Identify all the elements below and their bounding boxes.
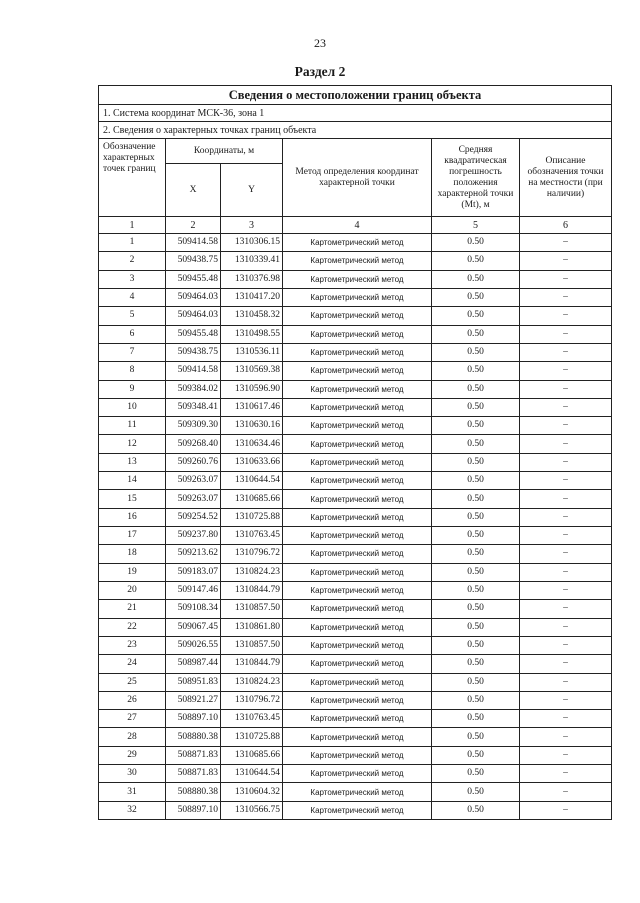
coordinate-x: 509147.46: [166, 581, 221, 599]
point-number: 14: [99, 472, 166, 490]
description-cell: –: [520, 728, 612, 746]
coordinate-y: 1310604.32: [221, 783, 283, 801]
header-description: Описание обозначения точки на местности (при наличии): [520, 139, 612, 217]
table-row: [99, 765, 612, 783]
method-cell: Картометрический метод: [283, 618, 432, 636]
table-row: [99, 343, 612, 361]
error-cell: 0.50: [432, 801, 520, 819]
error-cell: 0.50: [432, 380, 520, 398]
method-cell: Картометрический метод: [283, 288, 432, 306]
error-cell: 0.50: [432, 691, 520, 709]
point-number: 8: [99, 362, 166, 380]
header-coordinates: Координаты, м: [166, 139, 283, 164]
error-cell: 0.50: [432, 765, 520, 783]
coordinate-y: 1310306.15: [221, 234, 283, 252]
description-cell: –: [520, 710, 612, 728]
error-cell: 0.50: [432, 270, 520, 288]
coordinate-x: 508871.83: [166, 765, 221, 783]
coordinate-system-line: 1. Система координат МСК-36, зона 1: [99, 105, 612, 122]
error-cell: 0.50: [432, 655, 520, 673]
coordinate-x: 509108.34: [166, 600, 221, 618]
method-cell: Картометрический метод: [283, 435, 432, 453]
error-cell: 0.50: [432, 636, 520, 654]
table-row: [99, 417, 612, 435]
point-number: 29: [99, 746, 166, 764]
points-info-line: 2. Сведения о характерных точках границ объекта: [99, 122, 612, 139]
error-cell: 0.50: [432, 728, 520, 746]
table-row: [99, 746, 612, 764]
table-row: [99, 380, 612, 398]
table-row: [99, 673, 612, 691]
table-row: [99, 545, 612, 563]
table-row: [99, 435, 612, 453]
coordinate-y: 1310857.50: [221, 636, 283, 654]
header-error: Средняя квадратическая погрешность положения характерной точки (Mt), м: [432, 139, 520, 217]
table-row: [99, 362, 612, 380]
table-row: [99, 600, 612, 618]
table-row: [99, 398, 612, 416]
coordinate-y: 1310861.80: [221, 618, 283, 636]
description-cell: –: [520, 435, 612, 453]
coordinate-x: 509067.45: [166, 618, 221, 636]
method-cell: Картометрический метод: [283, 691, 432, 709]
method-cell: Картометрический метод: [283, 563, 432, 581]
point-number: 19: [99, 563, 166, 581]
coordinate-x: 508951.83: [166, 673, 221, 691]
description-cell: –: [520, 673, 612, 691]
coordinate-y: 1310536.11: [221, 343, 283, 361]
column-number: 3: [221, 217, 283, 234]
description-cell: –: [520, 362, 612, 380]
point-number: 6: [99, 325, 166, 343]
description-cell: –: [520, 618, 612, 636]
error-cell: 0.50: [432, 288, 520, 306]
coordinate-y: 1310725.88: [221, 728, 283, 746]
column-number: 4: [283, 217, 432, 234]
coordinate-x: 509268.40: [166, 435, 221, 453]
point-number: 26: [99, 691, 166, 709]
column-number: 1: [99, 217, 166, 234]
coordinate-y: 1310844.79: [221, 581, 283, 599]
coordinate-x: 508921.27: [166, 691, 221, 709]
coordinate-y: 1310596.90: [221, 380, 283, 398]
method-cell: Картометрический метод: [283, 417, 432, 435]
coordinate-y: 1310763.45: [221, 710, 283, 728]
coordinate-x: 509464.03: [166, 307, 221, 325]
description-cell: –: [520, 581, 612, 599]
description-cell: –: [520, 453, 612, 471]
method-cell: Картометрический метод: [283, 234, 432, 252]
point-number: 10: [99, 398, 166, 416]
method-cell: Картометрический метод: [283, 270, 432, 288]
method-cell: Картометрический метод: [283, 490, 432, 508]
description-cell: –: [520, 508, 612, 526]
table-title: Сведения о местоположении границ объекта: [99, 86, 612, 105]
header-designation: Обозначение характерных точек границ: [99, 139, 166, 217]
method-cell: Картометрический метод: [283, 362, 432, 380]
error-cell: 0.50: [432, 435, 520, 453]
coordinate-x: 508987.44: [166, 655, 221, 673]
description-cell: –: [520, 325, 612, 343]
method-cell: Картометрический метод: [283, 472, 432, 490]
point-number: 12: [99, 435, 166, 453]
method-cell: Картометрический метод: [283, 508, 432, 526]
description-cell: –: [520, 472, 612, 490]
coordinate-x: 509348.41: [166, 398, 221, 416]
coordinate-y: 1310417.20: [221, 288, 283, 306]
error-cell: 0.50: [432, 398, 520, 416]
coordinate-y: 1310644.54: [221, 765, 283, 783]
coordinate-y: 1310458.32: [221, 307, 283, 325]
description-cell: –: [520, 655, 612, 673]
table-row: [99, 325, 612, 343]
point-number: 23: [99, 636, 166, 654]
coordinate-x: 509213.62: [166, 545, 221, 563]
method-cell: Картометрический метод: [283, 728, 432, 746]
description-cell: –: [520, 636, 612, 654]
coordinate-x: 509026.55: [166, 636, 221, 654]
coordinate-y: 1310569.38: [221, 362, 283, 380]
point-number: 7: [99, 343, 166, 361]
description-cell: –: [520, 288, 612, 306]
header-method: Метод определения координат характерной точки: [283, 139, 432, 217]
point-number: 13: [99, 453, 166, 471]
error-cell: 0.50: [432, 362, 520, 380]
coordinate-x: 509455.48: [166, 270, 221, 288]
point-number: 9: [99, 380, 166, 398]
description-cell: –: [520, 783, 612, 801]
table-row: [99, 472, 612, 490]
method-cell: Картометрический метод: [283, 545, 432, 563]
point-number: 1: [99, 234, 166, 252]
point-number: 25: [99, 673, 166, 691]
coordinate-x: 509254.52: [166, 508, 221, 526]
point-number: 28: [99, 728, 166, 746]
point-number: 24: [99, 655, 166, 673]
coordinate-x: 509183.07: [166, 563, 221, 581]
coordinate-x: 509260.76: [166, 453, 221, 471]
error-cell: 0.50: [432, 252, 520, 270]
table-row: [99, 252, 612, 270]
table-row: [99, 270, 612, 288]
table-row: [99, 655, 612, 673]
point-number: 31: [99, 783, 166, 801]
coordinate-x: 509464.03: [166, 288, 221, 306]
coordinate-x: 508897.10: [166, 801, 221, 819]
coordinate-x: 508897.10: [166, 710, 221, 728]
coordinate-x: 508880.38: [166, 728, 221, 746]
description-cell: –: [520, 490, 612, 508]
coordinate-x: 509414.58: [166, 234, 221, 252]
point-number: 30: [99, 765, 166, 783]
error-cell: 0.50: [432, 527, 520, 545]
coordinate-x: 509237.80: [166, 527, 221, 545]
method-cell: Картометрический метод: [283, 398, 432, 416]
description-cell: –: [520, 801, 612, 819]
method-cell: Картометрический метод: [283, 710, 432, 728]
coordinate-y: 1310617.46: [221, 398, 283, 416]
coordinate-y: 1310633.66: [221, 453, 283, 471]
description-cell: –: [520, 527, 612, 545]
coordinate-y: 1310644.54: [221, 472, 283, 490]
page-number: 23: [314, 36, 326, 50]
method-cell: Картометрический метод: [283, 581, 432, 599]
error-cell: 0.50: [432, 325, 520, 343]
coordinate-y: 1310630.16: [221, 417, 283, 435]
description-cell: –: [520, 380, 612, 398]
method-cell: Картометрический метод: [283, 746, 432, 764]
coordinate-x: 509263.07: [166, 472, 221, 490]
point-number: 16: [99, 508, 166, 526]
coordinate-y: 1310824.23: [221, 563, 283, 581]
method-cell: Картометрический метод: [283, 636, 432, 654]
coordinate-x: 509438.75: [166, 343, 221, 361]
coordinate-y: 1310376.98: [221, 270, 283, 288]
coordinate-x: 509309.30: [166, 417, 221, 435]
point-number: 32: [99, 801, 166, 819]
description-cell: –: [520, 398, 612, 416]
coordinate-y: 1310685.66: [221, 490, 283, 508]
error-cell: 0.50: [432, 783, 520, 801]
point-number: 4: [99, 288, 166, 306]
method-cell: Картометрический метод: [283, 380, 432, 398]
point-number: 15: [99, 490, 166, 508]
error-cell: 0.50: [432, 307, 520, 325]
coordinate-y: 1310725.88: [221, 508, 283, 526]
table-row: [99, 490, 612, 508]
coordinate-y: 1310763.45: [221, 527, 283, 545]
table-row: [99, 618, 612, 636]
description-cell: –: [520, 600, 612, 618]
coordinate-y: 1310796.72: [221, 545, 283, 563]
error-cell: 0.50: [432, 545, 520, 563]
coordinate-x: 508880.38: [166, 783, 221, 801]
coordinate-y: 1310685.66: [221, 746, 283, 764]
method-cell: Картометрический метод: [283, 343, 432, 361]
point-number: 21: [99, 600, 166, 618]
coordinate-y: 1310498.55: [221, 325, 283, 343]
error-cell: 0.50: [432, 417, 520, 435]
coordinate-y: 1310824.23: [221, 673, 283, 691]
point-number: 22: [99, 618, 166, 636]
table-row: [99, 710, 612, 728]
point-number: 27: [99, 710, 166, 728]
column-number: 6: [520, 217, 612, 234]
description-cell: –: [520, 746, 612, 764]
coordinate-x: 508871.83: [166, 746, 221, 764]
coordinate-x: 509438.75: [166, 252, 221, 270]
column-number: 2: [166, 217, 221, 234]
point-number: 18: [99, 545, 166, 563]
description-cell: –: [520, 765, 612, 783]
method-cell: Картометрический метод: [283, 307, 432, 325]
method-cell: Картометрический метод: [283, 783, 432, 801]
method-cell: Картометрический метод: [283, 600, 432, 618]
table-row: [99, 307, 612, 325]
error-cell: 0.50: [432, 618, 520, 636]
description-cell: –: [520, 234, 612, 252]
coordinate-y: 1310844.79: [221, 655, 283, 673]
error-cell: 0.50: [432, 563, 520, 581]
point-number: 17: [99, 527, 166, 545]
table-row: [99, 288, 612, 306]
coordinate-y: 1310339.41: [221, 252, 283, 270]
method-cell: Картометрический метод: [283, 655, 432, 673]
coordinate-x: 509455.48: [166, 325, 221, 343]
point-number: 2: [99, 252, 166, 270]
boundary-points-table: [98, 85, 612, 820]
coordinate-y: 1310566.75: [221, 801, 283, 819]
coordinate-x: 509263.07: [166, 490, 221, 508]
header-x: X: [166, 164, 221, 217]
table-row: [99, 581, 612, 599]
point-number: 11: [99, 417, 166, 435]
error-cell: 0.50: [432, 508, 520, 526]
point-number: 3: [99, 270, 166, 288]
error-cell: 0.50: [432, 343, 520, 361]
header-y: Y: [221, 164, 283, 217]
description-cell: –: [520, 691, 612, 709]
error-cell: 0.50: [432, 710, 520, 728]
table-row: [99, 508, 612, 526]
table-row: [99, 691, 612, 709]
error-cell: 0.50: [432, 234, 520, 252]
error-cell: 0.50: [432, 746, 520, 764]
error-cell: 0.50: [432, 581, 520, 599]
description-cell: –: [520, 307, 612, 325]
description-cell: –: [520, 417, 612, 435]
method-cell: Картометрический метод: [283, 527, 432, 545]
description-cell: –: [520, 270, 612, 288]
table-row: [99, 783, 612, 801]
section-title: Раздел 2: [294, 64, 346, 79]
error-cell: 0.50: [432, 472, 520, 490]
error-cell: 0.50: [432, 673, 520, 691]
error-cell: 0.50: [432, 490, 520, 508]
coordinate-y: 1310796.72: [221, 691, 283, 709]
table-row: [99, 801, 612, 819]
table-row: [99, 527, 612, 545]
table-row: [99, 453, 612, 471]
description-cell: –: [520, 563, 612, 581]
point-number: 20: [99, 581, 166, 599]
method-cell: Картометрический метод: [283, 801, 432, 819]
description-cell: –: [520, 343, 612, 361]
method-cell: Картометрический метод: [283, 673, 432, 691]
error-cell: 0.50: [432, 600, 520, 618]
table-row: [99, 728, 612, 746]
description-cell: –: [520, 252, 612, 270]
table-row: [99, 636, 612, 654]
description-cell: –: [520, 545, 612, 563]
method-cell: Картометрический метод: [283, 453, 432, 471]
table-row: [99, 563, 612, 581]
coordinate-y: 1310634.46: [221, 435, 283, 453]
table-row: [99, 234, 612, 252]
coordinate-y: 1310857.50: [221, 600, 283, 618]
error-cell: 0.50: [432, 453, 520, 471]
coordinate-x: 509414.58: [166, 362, 221, 380]
coordinate-x: 509384.02: [166, 380, 221, 398]
column-number: 5: [432, 217, 520, 234]
method-cell: Картометрический метод: [283, 325, 432, 343]
method-cell: Картометрический метод: [283, 765, 432, 783]
point-number: 5: [99, 307, 166, 325]
method-cell: Картометрический метод: [283, 252, 432, 270]
